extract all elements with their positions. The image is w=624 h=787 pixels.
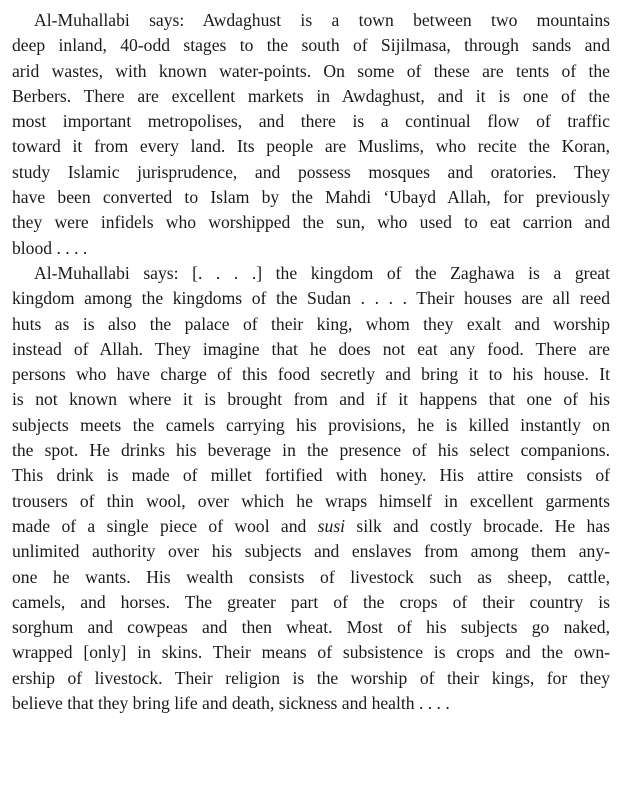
text-line: deep inland, 40-odd stages to the south of Sijilmasa, through sands and xyxy=(12,35,610,56)
text-line: subjects meets the camels carrying his provisions, he is killed instantly on xyxy=(12,414,610,435)
document-page xyxy=(12,8,610,716)
text-line: Al-Muhallabi says: Awdaghust is a town between two mountains xyxy=(34,10,610,30)
text-line: instead of Allah. They imagine that he does not eat any food. There are xyxy=(12,338,610,359)
text-line: trousers of thin wool, over which he wraps himself in excellent garments xyxy=(12,490,610,511)
text-line: is not known where it is brought from and if it happens that one of his xyxy=(12,389,610,410)
text-line: they were infidels who worshipped the sun, who used to eat carrion and xyxy=(12,212,610,233)
text-run: made of a single piece of wool and xyxy=(12,515,318,536)
text-line: ership of livestock. Their religion is the worship of their kings, for they xyxy=(12,667,610,688)
text-line: sorghum and cowpeas and then wheat. Most of his subjects go naked, xyxy=(12,617,610,638)
text-line: unlimited authority over his subjects and enslaves from among them any- xyxy=(12,541,610,562)
text-line: have been converted to Islam by the Mahdi ‘Ubayd Allah, for previously xyxy=(12,187,610,208)
text-line: the spot. He drinks his beverage in the presence of his select companions. xyxy=(12,440,610,461)
text-line: most important metropolises, and there is a continual flow of traffic xyxy=(12,111,610,132)
text-line: huts as is also the palace of their king, whom they exalt and worship xyxy=(12,313,610,334)
text-line-with-italic xyxy=(12,514,610,539)
text-line: study Islamic jurisprudence, and possess mosques and oratories. They xyxy=(12,161,610,182)
text-line: kingdom among the kingdoms of the Sudan . . . . Their houses are all reed xyxy=(12,288,610,309)
text-line: wrapped [only] in skins. Their means of subsistence is crops and the own- xyxy=(12,642,610,663)
text-line: blood . . . . xyxy=(12,237,88,258)
text-run: silk and costly brocade. He has xyxy=(345,515,610,536)
text-line: toward it from every land. Its people are Muslims, who recite the Koran, xyxy=(12,136,610,157)
text-line: one he wants. His wealth consists of livestock such as sheep, cattle, xyxy=(12,566,610,587)
text-line: believe that they bring life and death, sickness and health . . . . xyxy=(12,693,450,714)
text-line: Berbers. There are excellent markets in Awdaghust, and it is one of the xyxy=(12,85,610,106)
text-line: camels, and horses. The greater part of the crops of their country is xyxy=(12,591,610,612)
text-line: This drink is made of millet fortified with honey. His attire consists of xyxy=(12,465,610,486)
text-line: Al-Muhallabi says: [. . . .] the kingdom of the Zaghawa is a great xyxy=(34,262,610,283)
text-line: persons who have charge of this food secretly and bring it to his house. It xyxy=(12,364,610,385)
paragraph-zaghawa xyxy=(12,261,610,716)
paragraph-awdaghust xyxy=(12,8,610,261)
text-line: arid wastes, with known water-points. On some of these are tents of the xyxy=(12,60,610,81)
italic-term-susi: susi xyxy=(317,515,346,536)
